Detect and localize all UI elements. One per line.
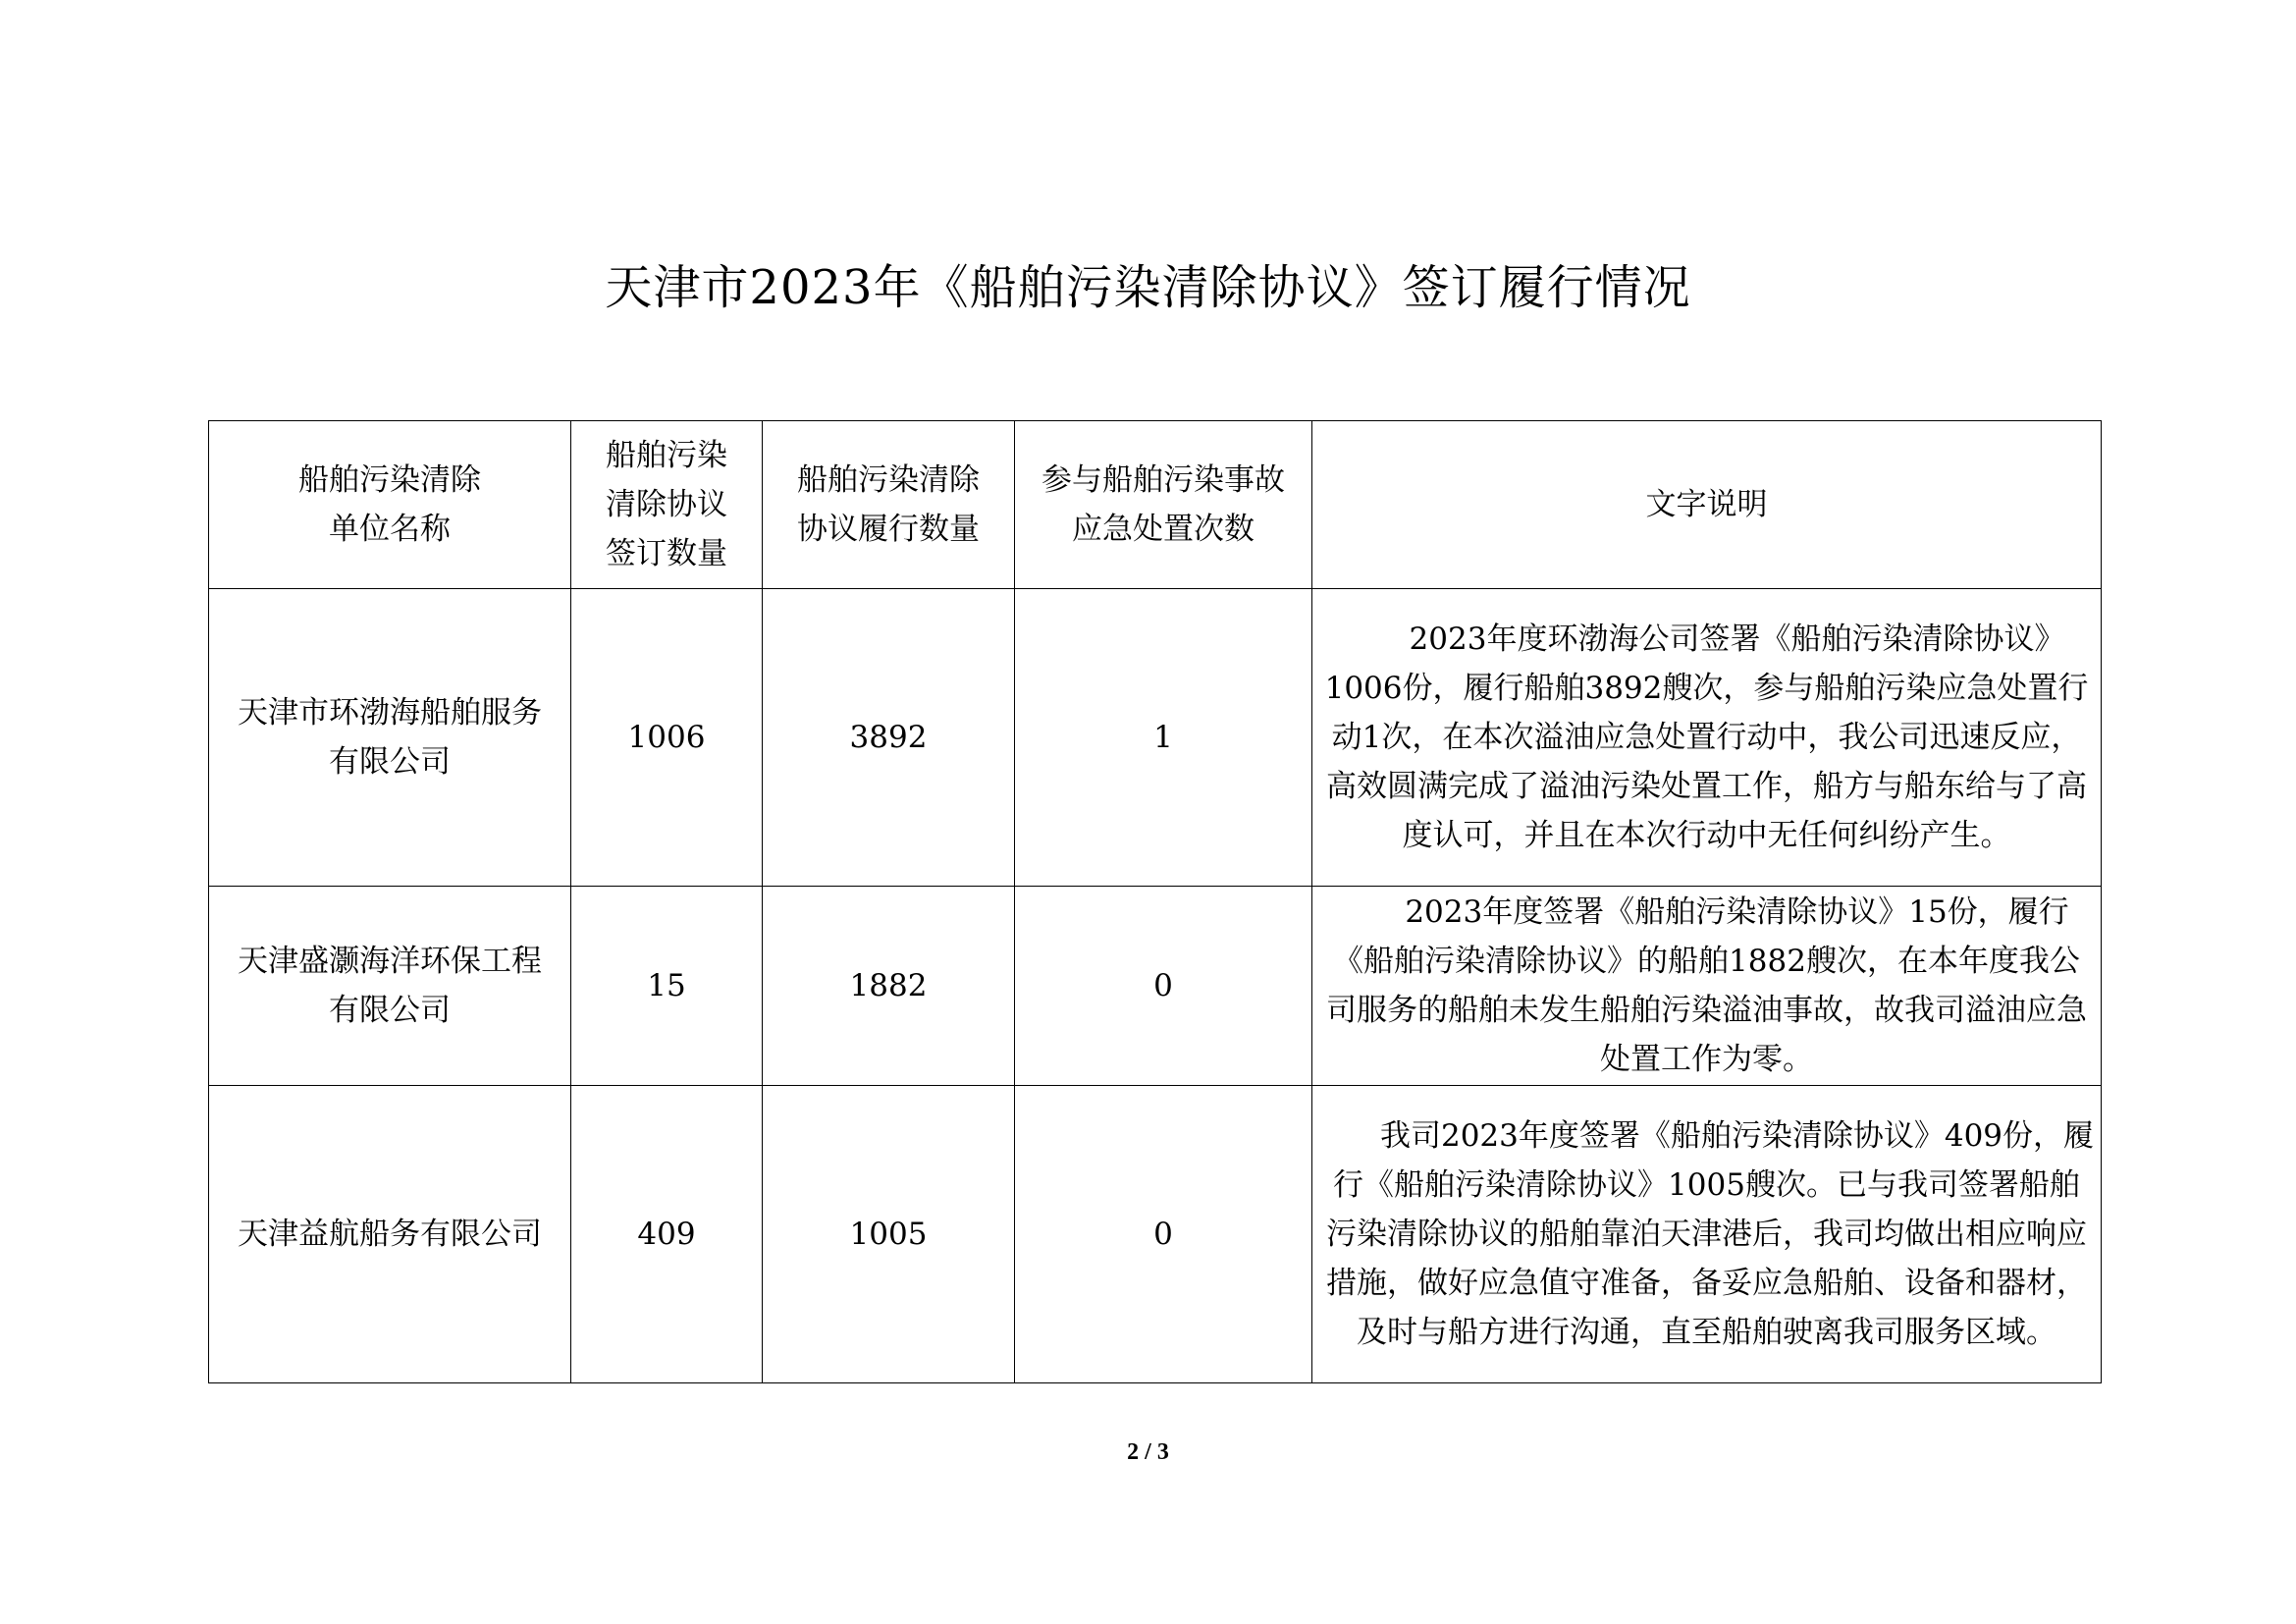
unit-name-cell: 天津益航船务有限公司 [209,1086,571,1383]
performed-count-cell: 1882 [763,887,1015,1086]
header-performed-count: 船舶污染清除 协议履行数量 [763,421,1015,589]
emergency-count-cell: 0 [1015,1086,1312,1383]
description-cell: 我司2023年度签署《船舶污染清除协议》409份，履行《船舶污染清除协议》1005艘次。已与我司签署船舶污染清除协议的船舶靠泊天津港后，我司均做出相应响应措施，做好应急值守准备，备妥应急船舶、设备和器材，及时与船方进行沟通，直至船舶驶离我司服务区域。 [1312,1086,2102,1383]
table-row [209,1086,2102,1383]
description-cell: 2023年度环渤海公司签署《船舶污染清除协议》1006份，履行船舶3892艘次，参与船舶污染应急处置行动1次，在本次溢油应急处置行动中，我公司迅速反应，高效圆满完成了溢油污染处置工作，船方与船东给与了高度认可，并且在本次行动中无任何纠纷产生。 [1312,589,2102,887]
performed-count-cell: 3892 [763,589,1015,887]
signed-count-cell: 409 [571,1086,763,1383]
document-title: 天津市2023年《船舶污染清除协议》签订履行情况 [605,260,1691,315]
emergency-count-cell: 0 [1015,887,1312,1086]
header-description: 文字说明 [1312,421,2102,589]
header-emergency-count: 参与船舶污染事故 应急处置次数 [1015,421,1312,589]
signed-count-cell: 15 [571,887,763,1086]
performed-count-cell: 1005 [763,1086,1015,1383]
table-row [209,589,2102,887]
agreement-table [208,420,2102,1383]
description-cell: 2023年度签署《船舶污染清除协议》15份，履行《船舶污染清除协议》的船舶1882艘次，在本年度我公司服务的船舶未发生船舶污染溢油事故，故我司溢油应急处置工作为零。 [1312,887,2102,1086]
signed-count-cell: 1006 [571,589,763,887]
table-row [209,887,2102,1086]
emergency-count-cell: 1 [1015,589,1312,887]
unit-name-cell: 天津市环渤海船舶服务 有限公司 [209,589,571,887]
header-unit-name: 船舶污染清除 单位名称 [209,421,571,589]
table-header-row [209,421,2102,589]
page-number: 2 / 3 [1127,1439,1169,1465]
unit-name-cell: 天津盛灏海洋环保工程 有限公司 [209,887,571,1086]
header-signed-count: 船舶污染 清除协议 签订数量 [571,421,763,589]
